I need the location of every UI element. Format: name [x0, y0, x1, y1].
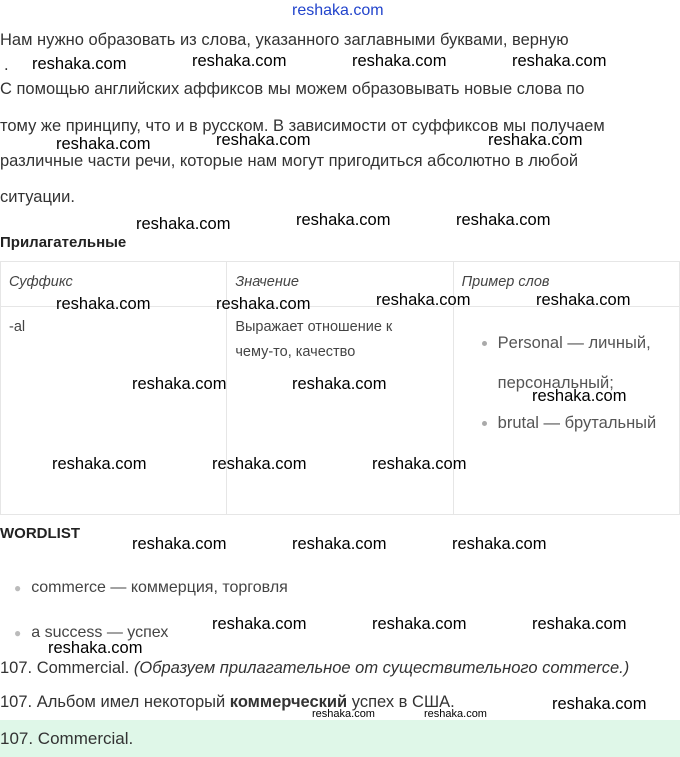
watermark: reshaka.com [488, 131, 583, 149]
watermark: reshaka.com [292, 375, 387, 393]
intro-line: ситуации. [0, 188, 75, 206]
wordlist-title: WORDLIST [0, 525, 80, 542]
bullet-icon: ● [14, 581, 22, 595]
header-meaning: Значение [227, 262, 453, 307]
translation-text: успех в США. [347, 693, 455, 711]
watermark: reshaka.com [192, 52, 287, 70]
watermark: reshaka.com [372, 455, 467, 473]
watermark: reshaka.com [312, 708, 375, 720]
watermark: reshaka.com [216, 295, 311, 313]
cell-meaning [227, 307, 453, 515]
cell-examples [453, 307, 679, 515]
watermark: reshaka.com [212, 455, 307, 473]
watermark: reshaka.com [56, 295, 151, 313]
explanation-prefix: 107. Commercial. [0, 659, 130, 677]
watermark: reshaka.com [536, 291, 631, 309]
bullet-icon: ● [14, 626, 22, 640]
watermark: reshaka.com [48, 639, 143, 657]
example-item: • Personal — личный, персональный; [498, 323, 671, 403]
intro-line: С помощью английских аффиксов мы можем образовывать новые слова по [0, 80, 585, 98]
watermark: reshaka.com [456, 211, 551, 229]
watermark: reshaka.com [216, 131, 311, 149]
header-examples: Пример слов [453, 262, 679, 307]
cell-suffix: -al [1, 307, 227, 515]
watermark: reshaka.com [56, 135, 151, 153]
word-entry: commerce — коммерция, торговля [31, 579, 288, 596]
word-entry: a success — успех [31, 624, 169, 641]
intro-line: тому же принципу, что и в русском. В зависимости от суффиксов мы получаем [0, 117, 605, 135]
watermark: reshaka.com [376, 291, 471, 309]
list-item [0, 579, 288, 597]
example-item: • brutal — брутальный [498, 403, 671, 443]
explanation [0, 659, 629, 678]
watermark: reshaka.com [292, 2, 384, 19]
table-row [1, 307, 680, 515]
watermark: reshaka.com [552, 695, 647, 713]
watermark: reshaka.com [512, 52, 607, 70]
section-title: Прилагательные [0, 234, 127, 251]
watermark: reshaka.com [452, 535, 547, 553]
watermark: reshaka.com [532, 387, 627, 405]
intro-line: различные части речи, которые нам могут пригодиться абсолютно в любой [0, 152, 579, 170]
watermark: reshaka.com [296, 211, 391, 229]
meaning-text: Выражает отношение к чему-то, качество [235, 319, 393, 360]
watermark: reshaka.com [52, 455, 147, 473]
intro-line: Нам нужно образовать из слова, указанного заглавными буквами, верную [0, 31, 569, 49]
header-suffix: Суффикс [1, 262, 227, 307]
watermark: reshaka.com [32, 55, 127, 73]
watermark: reshaka.com [372, 615, 467, 633]
watermark: reshaka.com [352, 52, 447, 70]
translation-bold: коммерческий [229, 693, 348, 711]
watermark: reshaka.com [532, 615, 627, 633]
translation [0, 693, 455, 712]
watermark: reshaka.com [136, 215, 231, 233]
watermark: reshaka.com [424, 708, 487, 720]
watermark: reshaka.com [292, 535, 387, 553]
watermark: reshaka.com [132, 535, 227, 553]
answer-box [0, 720, 680, 757]
translation-text: 107. Альбом имел некоторый [0, 693, 230, 711]
watermark: reshaka.com [132, 375, 227, 393]
intro-line: . [4, 56, 9, 74]
watermark: reshaka.com [212, 615, 307, 633]
answer-text: 107. Commercial. [0, 729, 134, 748]
explanation-note: (Образуем прилагательное от существительного commerce.) [133, 659, 630, 677]
